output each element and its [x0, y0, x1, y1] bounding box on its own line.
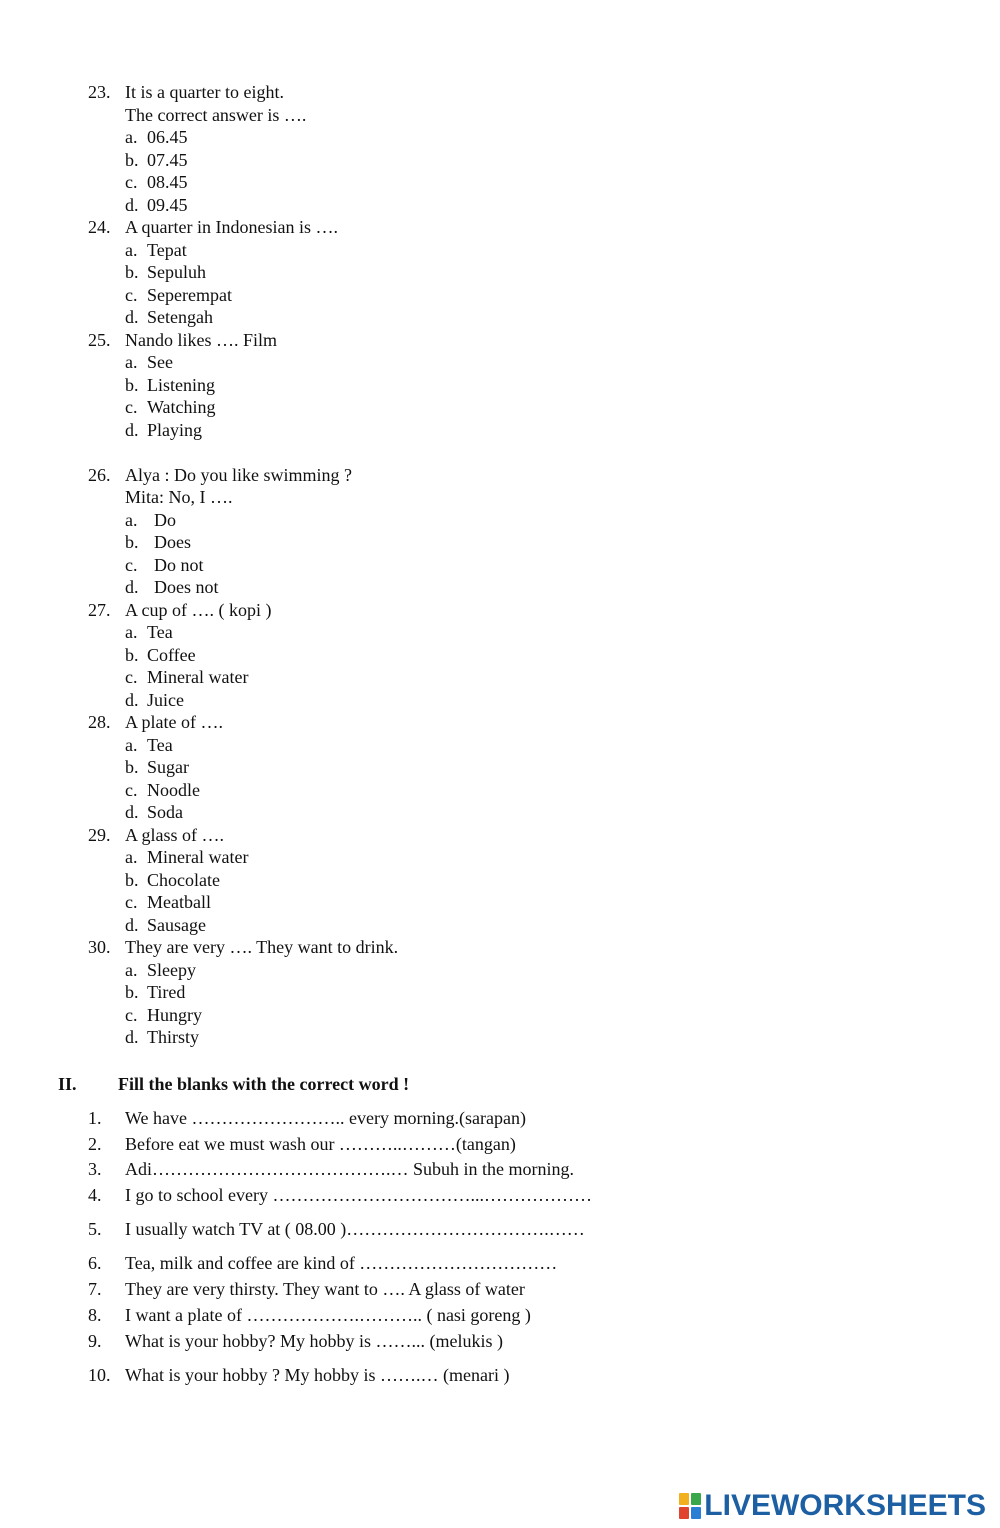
item-text: Tea, milk and coffee are kind of …………………………… [125, 1253, 558, 1273]
item-number: 6. [88, 1253, 102, 1273]
section-title: Fill the blanks with the correct word ! [118, 1074, 410, 1094]
fill-blank-item [0, 1132, 1000, 1156]
option-letter: d. [125, 577, 139, 597]
option-text: See [147, 352, 173, 372]
option-text: Soda [147, 802, 183, 822]
option-text: Thirsty [147, 1027, 199, 1047]
answer-option [0, 149, 1000, 172]
question-25 [0, 329, 1000, 442]
option-text: Mineral water [147, 847, 249, 867]
option-text: 08.45 [147, 172, 188, 192]
option-letter: a. [125, 509, 138, 530]
logo-icon [679, 1493, 701, 1519]
item-text: What is your hobby? My hobby is ……... (melukis ) [125, 1331, 503, 1351]
item-number: 8. [88, 1305, 102, 1325]
question-30 [0, 936, 1000, 1049]
question-23 [0, 81, 1000, 216]
option-letter: c. [125, 172, 138, 192]
answer-option [0, 531, 1000, 554]
question-text-line [0, 824, 1000, 847]
answer-option [0, 509, 1000, 532]
option-text: Do [154, 509, 176, 530]
question-number: 28. [88, 712, 111, 732]
option-letter: a. [125, 847, 138, 867]
answer-option [0, 779, 1000, 802]
option-text: Seperempat [147, 284, 232, 305]
option-text: Meatball [147, 892, 211, 912]
fill-blank-item [0, 1157, 1000, 1181]
answer-option [0, 374, 1000, 397]
option-text: Chocolate [147, 869, 220, 890]
item-number: 7. [88, 1279, 102, 1299]
question-29 [0, 824, 1000, 937]
answer-option [0, 981, 1000, 1004]
option-text: Tired [147, 982, 186, 1002]
liveworksheets-logo [679, 1488, 986, 1524]
question-text: The correct answer is …. [125, 104, 307, 125]
option-text: Setengah [147, 307, 213, 327]
option-letter: d. [125, 307, 139, 327]
question-26 [0, 464, 1000, 599]
answer-option [0, 284, 1000, 307]
question-number: 30. [88, 937, 111, 957]
option-letter: b. [125, 532, 139, 552]
answer-option [0, 306, 1000, 329]
option-text: Tea [147, 734, 173, 755]
item-text: Before eat we must wash our ………..………(tangan) [125, 1134, 516, 1154]
option-letter: a. [125, 127, 138, 147]
option-letter: c. [125, 667, 138, 687]
option-letter: d. [125, 194, 139, 215]
option-letter: a. [125, 959, 138, 980]
item-text: They are very thirsty. They want to …. A glass of water [125, 1279, 525, 1299]
section-number: II. [58, 1074, 77, 1094]
item-number: 5. [88, 1219, 102, 1239]
answer-option [0, 801, 1000, 824]
answer-option [0, 171, 1000, 194]
fill-blank-item [0, 1183, 1000, 1207]
logo-text: LIVEWORKSHEETS [704, 1489, 986, 1522]
option-text: Hungry [147, 1004, 202, 1025]
fill-blank-item [0, 1363, 1000, 1387]
answer-option [0, 576, 1000, 599]
item-text: Adi………………………………….… Subuh in the morning. [125, 1159, 574, 1179]
answer-option [0, 126, 1000, 149]
question-text-line [0, 216, 1000, 239]
logo-tile [691, 1507, 701, 1519]
item-number: 2. [88, 1134, 102, 1154]
question-number: 29. [88, 824, 111, 845]
answer-option [0, 194, 1000, 217]
answer-option [0, 869, 1000, 892]
option-text: Sugar [147, 757, 189, 777]
logo-tile [679, 1493, 689, 1505]
option-text: Mineral water [147, 667, 249, 687]
question-text: A quarter in Indonesian is …. [125, 217, 338, 237]
option-letter: b. [125, 869, 139, 890]
question-number: 27. [88, 599, 111, 620]
question-number: 24. [88, 217, 111, 237]
fill-blank-item [0, 1217, 1000, 1241]
item-text: We have …………………….. every morning.(sarapan) [125, 1108, 526, 1128]
option-text: Sepuluh [147, 262, 207, 282]
answer-option [0, 1026, 1000, 1049]
question-text-line [0, 329, 1000, 352]
option-text: 07.45 [147, 149, 188, 170]
question-text-line [0, 936, 1000, 959]
answer-option [0, 1004, 1000, 1027]
answer-option [0, 261, 1000, 284]
option-text: Noodle [147, 779, 200, 800]
answer-option [0, 689, 1000, 712]
option-letter: d. [125, 802, 139, 822]
answer-option [0, 644, 1000, 667]
option-text: 09.45 [147, 194, 188, 215]
option-letter: a. [125, 239, 138, 260]
question-text: Mita: No, I …. [125, 487, 233, 507]
option-letter: b. [125, 982, 139, 1002]
question-text: A plate of …. [125, 712, 223, 732]
item-number: 4. [88, 1185, 102, 1205]
question-number: 26. [88, 464, 111, 485]
question-number: 25. [88, 329, 111, 350]
option-letter: c. [125, 554, 138, 575]
fill-blank-item [0, 1251, 1000, 1275]
question-text-line [0, 486, 1000, 509]
answer-option [0, 846, 1000, 869]
option-text: Does not [154, 577, 219, 597]
question-27 [0, 599, 1000, 712]
item-text: I want a plate of ……………….……….. ( nasi goreng ) [125, 1305, 531, 1325]
option-letter: c. [125, 284, 138, 305]
logo-tile [679, 1507, 689, 1519]
option-letter: a. [125, 352, 138, 372]
question-text: A glass of …. [125, 824, 224, 845]
question-text-line [0, 81, 1000, 104]
answer-option [0, 554, 1000, 577]
fill-blank-item [0, 1106, 1000, 1130]
option-text: Juice [147, 689, 184, 710]
fill-blank-item [0, 1277, 1000, 1301]
option-letter: c. [125, 1004, 138, 1025]
option-letter: b. [125, 757, 139, 777]
spacer [0, 441, 1000, 464]
fill-blank-item [0, 1303, 1000, 1327]
option-text: Does [154, 532, 191, 552]
question-text: A cup of …. ( kopi ) [125, 599, 272, 620]
answer-option [0, 959, 1000, 982]
answer-option [0, 396, 1000, 419]
answer-option [0, 914, 1000, 937]
item-number: 1. [88, 1108, 102, 1128]
option-text: Listening [147, 374, 215, 395]
question-text-line [0, 599, 1000, 622]
option-letter: c. [125, 779, 138, 800]
option-text: Tepat [147, 239, 187, 260]
option-letter: b. [125, 262, 139, 282]
option-text: Sausage [147, 914, 206, 935]
logo-tile [691, 1493, 701, 1505]
item-text: I usually watch TV at ( 08.00 )…………………………….…… [125, 1219, 585, 1239]
option-text: 06.45 [147, 127, 188, 147]
question-text: Alya : Do you like swimming ? [125, 464, 352, 485]
answer-option [0, 351, 1000, 374]
question-28 [0, 711, 1000, 824]
question-text: They are very …. They want to drink. [125, 937, 399, 957]
answer-option [0, 666, 1000, 689]
item-text: I go to school every ……………………………...……………… [125, 1185, 592, 1205]
question-text: It is a quarter to eight. [125, 82, 284, 102]
option-letter: b. [125, 374, 139, 395]
section-heading [0, 1072, 1000, 1096]
option-letter: d. [125, 419, 139, 440]
fill-blank-item [0, 1329, 1000, 1353]
option-letter: d. [125, 689, 139, 710]
option-text: Sleepy [147, 959, 196, 980]
answer-option [0, 419, 1000, 442]
answer-option [0, 239, 1000, 262]
option-text: Playing [147, 419, 203, 440]
option-letter: c. [125, 892, 138, 912]
answer-option [0, 756, 1000, 779]
item-number: 10. [88, 1365, 111, 1385]
multiple-choice-section [0, 81, 1000, 1049]
option-letter: b. [125, 644, 139, 665]
item-text: What is your hobby ? My hobby is …….… (menari ) [125, 1365, 510, 1385]
option-text: Watching [147, 397, 216, 417]
answer-option [0, 891, 1000, 914]
answer-option [0, 621, 1000, 644]
option-letter: c. [125, 397, 138, 417]
answer-option [0, 734, 1000, 757]
option-letter: a. [125, 734, 138, 755]
option-letter: d. [125, 914, 139, 935]
option-text: Tea [147, 622, 173, 642]
option-text: Coffee [147, 644, 196, 665]
option-letter: a. [125, 622, 138, 642]
item-number: 3. [88, 1159, 102, 1179]
item-number: 9. [88, 1331, 102, 1351]
option-letter: b. [125, 149, 139, 170]
question-text: Nando likes …. Film [125, 329, 277, 350]
question-text-line [0, 711, 1000, 734]
option-text: Do not [154, 554, 204, 575]
question-24 [0, 216, 1000, 329]
question-text-line [0, 464, 1000, 487]
question-text-line [0, 104, 1000, 127]
question-number: 23. [88, 82, 111, 102]
option-letter: d. [125, 1027, 139, 1047]
